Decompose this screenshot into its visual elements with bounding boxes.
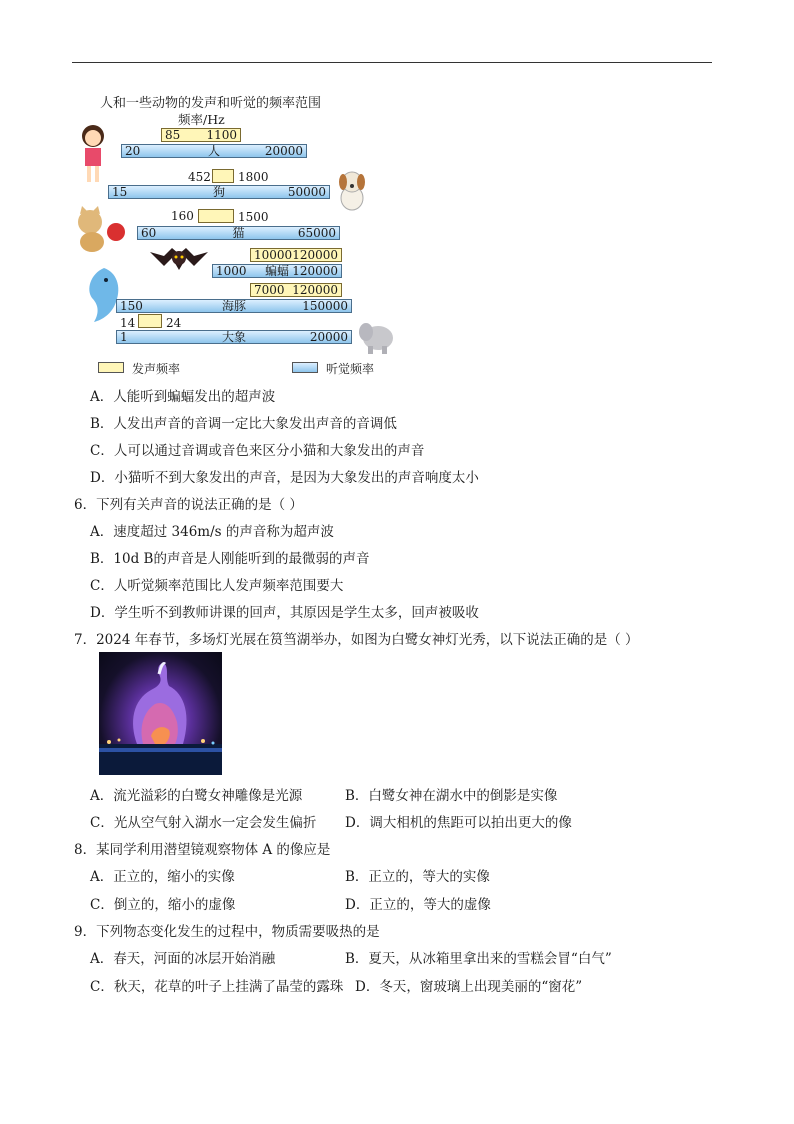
q8-option-d: D．正立的，等大的虚像	[345, 897, 491, 913]
dog-hearing-bar: 15 狗 50000	[108, 185, 330, 199]
q9-option-a: A．春天，河面的冰层开始消融	[90, 951, 276, 967]
girl-icon	[76, 122, 110, 190]
q7-stem: 7．2024 年春节，多场灯光展在筼筜湖举办，如图为白鹭女神灯光秀，以下说法正确的是（ ）	[74, 632, 639, 648]
q9-stem: 9．下列物态变化发生的过程中，物质需要吸热的是	[74, 924, 380, 940]
elephant-icon	[358, 316, 398, 360]
q7-option-d: D．调大相机的焦距可以拍出更大的像	[345, 815, 572, 831]
q7-option-c: C．光从空气射入湖水一定会发生偏折	[90, 815, 317, 831]
egret-goddess-light-show-photo	[99, 652, 222, 775]
elephant-voice-low: 14	[120, 316, 136, 330]
human-voice-bar: 85 1100	[161, 128, 241, 142]
q6-option-a: A．速度超过 346m/s 的声音称为超声波	[90, 524, 334, 540]
bat-voice-bar: 10000 120000	[250, 248, 342, 262]
dolphin-voice-bar: 7000 120000	[250, 283, 342, 297]
q6-option-b: B．10d B的声音是人刚能听到的最微弱的声音	[90, 551, 370, 567]
frequency-figure	[70, 88, 400, 378]
q5-option-a: A．人能听到蝙蝠发出的超声波	[90, 389, 276, 405]
q5-option-d: D．小猫听不到大象发出的声音，是因为大象发出的声音响度太小	[90, 470, 479, 486]
legend-hearing-label: 听觉频率	[326, 362, 375, 376]
cat-voice-high: 1500	[238, 210, 269, 224]
q8-stem: 8．某同学利用潜望镜观察物体 A 的像应是	[74, 842, 331, 858]
figure-title: 人和一些动物的发声和听觉的频率范围	[100, 96, 322, 111]
legend-voice-swatch	[98, 362, 124, 373]
q9-option-d: D．冬天，窗玻璃上出现美丽的“窗花”	[355, 979, 583, 995]
q7-option-a: A．流光溢彩的白鹭女神雕像是光源	[90, 788, 303, 804]
q6-stem: 6．下列有关声音的说法正确的是（ ）	[74, 497, 303, 513]
q6-option-d: D．学生听不到教师讲课的回声，其原因是学生太多，回声被吸收	[90, 605, 479, 621]
q5-option-b: B．人发出声音的音调一定比大象发出声音的音调低	[90, 416, 397, 432]
elephant-voice-high: 24	[166, 316, 182, 330]
cat-voice-bar: 160	[198, 209, 234, 223]
q9-option-c: C．秋天，花草的叶子上挂满了晶莹的露珠	[90, 979, 344, 995]
q9-option-b: B．夏天，从冰箱里拿出来的雪糕会冒“白气”	[345, 951, 612, 967]
cat-icon	[70, 206, 130, 258]
dog-icon	[334, 168, 370, 216]
q8-option-a: A．正立的，缩小的实像	[90, 869, 235, 885]
legend-hearing-swatch	[292, 362, 318, 373]
cat-hearing-bar: 60 猫 65000	[137, 226, 340, 240]
dog-voice-high: 1800	[238, 170, 269, 184]
elephant-hearing-bar: 1 大象 20000	[116, 330, 352, 344]
bat-icon	[150, 240, 208, 284]
q8-option-b: B．正立的，等大的实像	[345, 869, 490, 885]
bat-hearing-bar: 1000 蝙蝠 120000	[212, 264, 342, 278]
dog-voice-bar	[212, 169, 234, 183]
q7-option-b: B．白鹭女神在湖水中的倒影是实像	[345, 788, 558, 804]
dolphin-hearing-bar: 150 海豚 150000	[116, 299, 352, 313]
q8-option-c: C．倒立的，缩小的虚像	[90, 897, 236, 913]
q5-option-c: C．人可以通过音调或音色来区分小猫和大象发出的声音	[90, 443, 425, 459]
human-hearing-bar: 20 人 20000	[121, 144, 307, 158]
q6-option-c: C．人听觉频率范围比人发声频率范围要大	[90, 578, 344, 594]
figure-unit: 频率/Hz	[178, 112, 225, 127]
dog-voice-low: 452	[188, 170, 211, 184]
elephant-voice-bar	[138, 314, 162, 328]
header-rule	[72, 62, 712, 63]
legend-voice-label: 发声频率	[132, 362, 181, 376]
